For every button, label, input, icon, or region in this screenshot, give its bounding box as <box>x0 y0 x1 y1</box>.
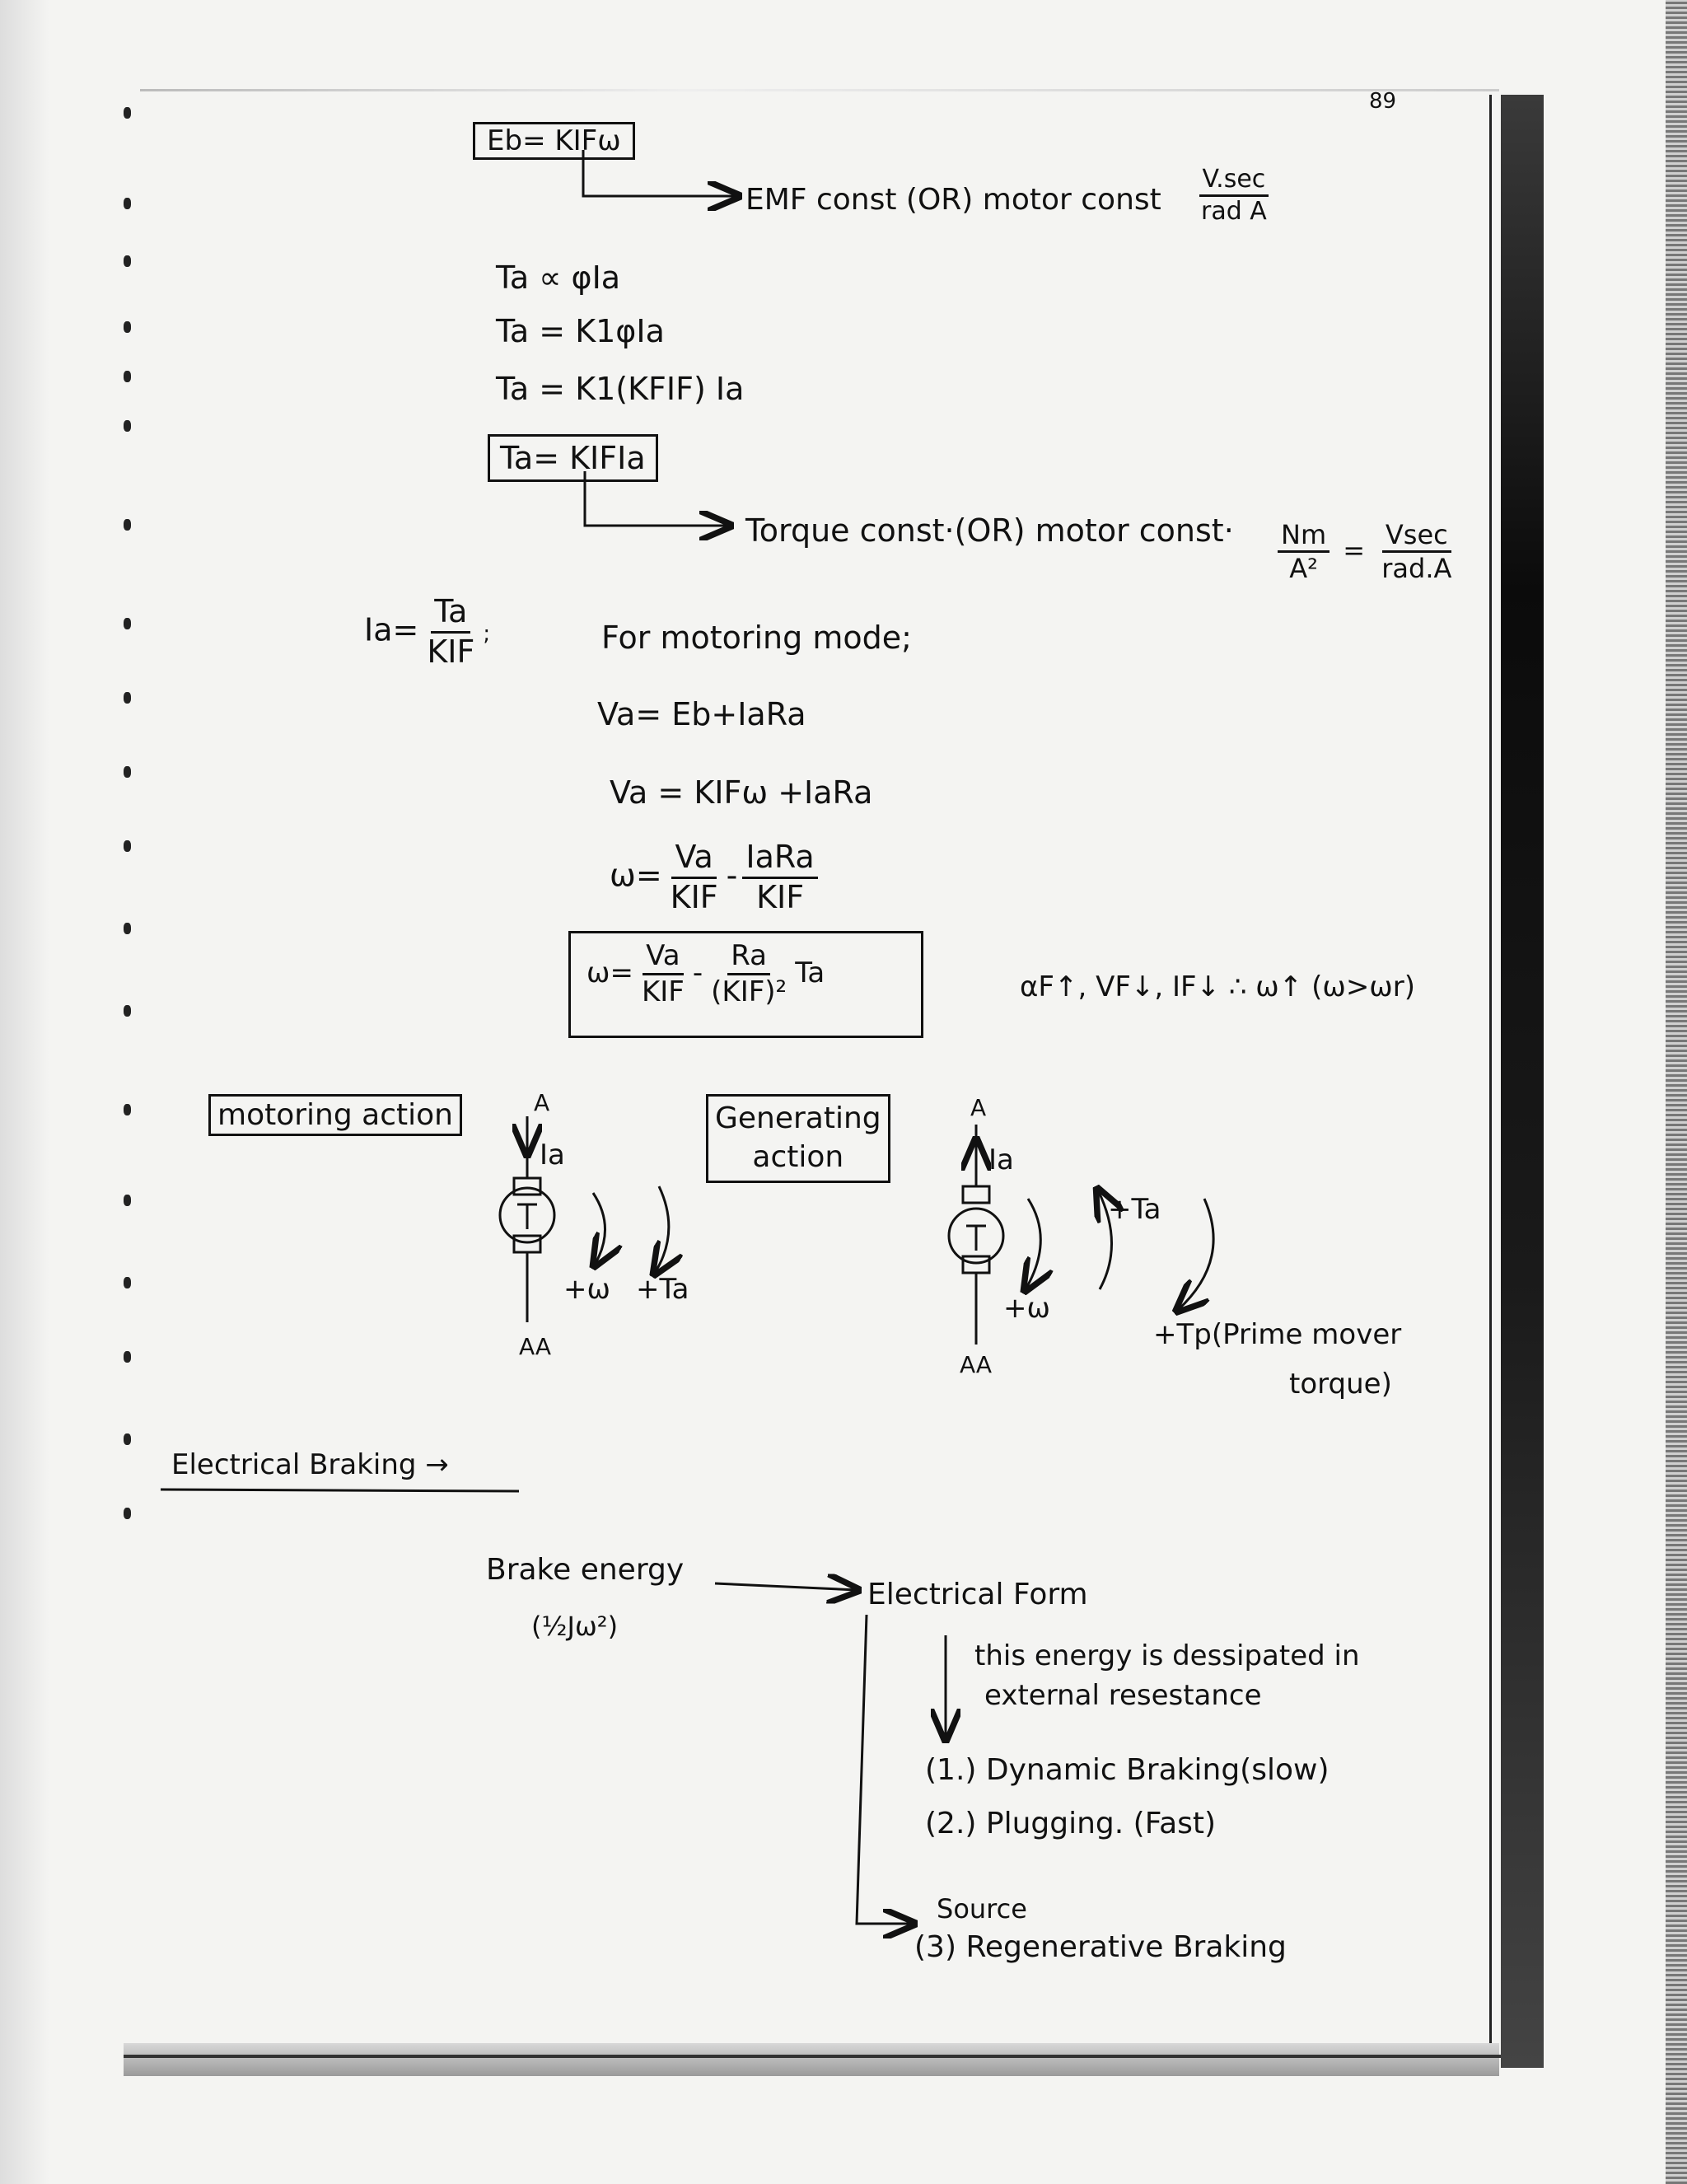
generating-action-box: Generating action <box>706 1094 890 1183</box>
brake-energy-arrow <box>715 1583 857 1590</box>
gen-torque-arrow <box>1098 1190 1112 1289</box>
torque-eq-3: Ta = K1(KFIF) Ia <box>496 371 745 407</box>
gen-speed-arrow <box>1026 1199 1040 1289</box>
regenerative-braking-item: (3) Regenerative Braking <box>914 1930 1287 1964</box>
motor-terminal-a: A <box>534 1089 550 1116</box>
prime-mover-arrow <box>1178 1199 1213 1310</box>
motor-torque-arrow <box>655 1186 669 1273</box>
motor-speed-arrow <box>593 1193 605 1265</box>
gen-bottom-brush <box>963 1256 989 1273</box>
ia-equation: Ia= $\frac{Ta}{\text{KIF}}$ ; <box>364 593 491 670</box>
plugging-item: (2.) Plugging. (Fast) <box>925 1807 1217 1840</box>
torque-proportional-eq: Ta ∝ φIa <box>496 260 621 296</box>
braking-underline <box>161 1490 519 1491</box>
motor-speed-label: +ω <box>563 1273 610 1306</box>
dynamic-braking-item: (1.) Dynamic Braking(slow) <box>925 1753 1330 1787</box>
torque-constant-label: Torque const·(OR) motor const· <box>745 512 1234 549</box>
braking-heading: Electrical Braking → <box>171 1448 449 1481</box>
voltage-equation-2: Va = KIFω +IaRa <box>610 774 873 811</box>
motor-terminal-aa: AA <box>519 1333 552 1360</box>
voltage-equation-1: Va= Eb+IaRa <box>597 696 806 732</box>
prime-mover-torque-label: torque) <box>1289 1368 1392 1401</box>
gen-terminal-a: A <box>970 1094 987 1121</box>
eb-equation-box: Eb= KIFω <box>473 122 635 160</box>
electrical-form-label: Electrical Form <box>867 1578 1088 1611</box>
page-number: 89 <box>1369 89 1397 114</box>
brake-energy-label: Brake energy <box>486 1553 685 1587</box>
emf-units: $\frac{V.\sec}{\text{rad A}}$ <box>1193 165 1275 227</box>
speed-torque-equation: ω= $\frac{Va}{\text{KIF}}$ - $\frac{Ra}{\text{(KIF)²}}$ Ta <box>586 939 825 1008</box>
motoring-action-box: motoring action <box>208 1094 462 1136</box>
gen-speed-label: +ω <box>1003 1292 1050 1325</box>
motoring-mode-heading: For motoring mode; <box>601 620 912 656</box>
source-label: Source <box>937 1893 1027 1924</box>
motor-bottom-brush <box>514 1236 540 1252</box>
gen-torque-label: +Ta <box>1108 1193 1161 1226</box>
torque-eq-2: Ta = K1φIa <box>496 313 665 349</box>
dissipation-note-1: this energy is dessipated in <box>974 1639 1360 1672</box>
field-weakening-note: αF↑, VF↓, IF↓ ∴ ω↑ (ω>ωr) <box>1020 970 1416 1003</box>
brake-energy-formula: (½Jω²) <box>531 1611 619 1642</box>
speed-equation: ω= $\frac{Va}{\text{KIF}}$ - $\frac{\text{IaRa}}{\text{KIF}}$ <box>610 839 823 916</box>
motor-current-label: Ia <box>540 1139 565 1172</box>
ta-equation-box: Ta= KIFIa <box>488 434 658 482</box>
torque-const-arrow <box>585 471 729 526</box>
source-arrow <box>857 1615 913 1924</box>
dissipation-note-2: external resestance <box>984 1679 1262 1712</box>
motor-top-brush <box>514 1178 540 1195</box>
emf-constant-label: EMF const (OR) motor const <box>745 183 1161 217</box>
motor-torque-label: +Ta <box>636 1273 689 1306</box>
prime-mover-label: +Tp(Prime mover <box>1153 1318 1402 1351</box>
gen-current-label: Ia <box>988 1143 1014 1176</box>
gen-terminal-aa: AA <box>960 1351 993 1378</box>
torque-units: $\frac{Nm}{\text{A²}}$ = $\frac{Vsec}{\text{rad.A}}$ <box>1273 519 1460 585</box>
gen-top-brush <box>963 1186 989 1203</box>
emf-const-arrow <box>583 150 737 196</box>
